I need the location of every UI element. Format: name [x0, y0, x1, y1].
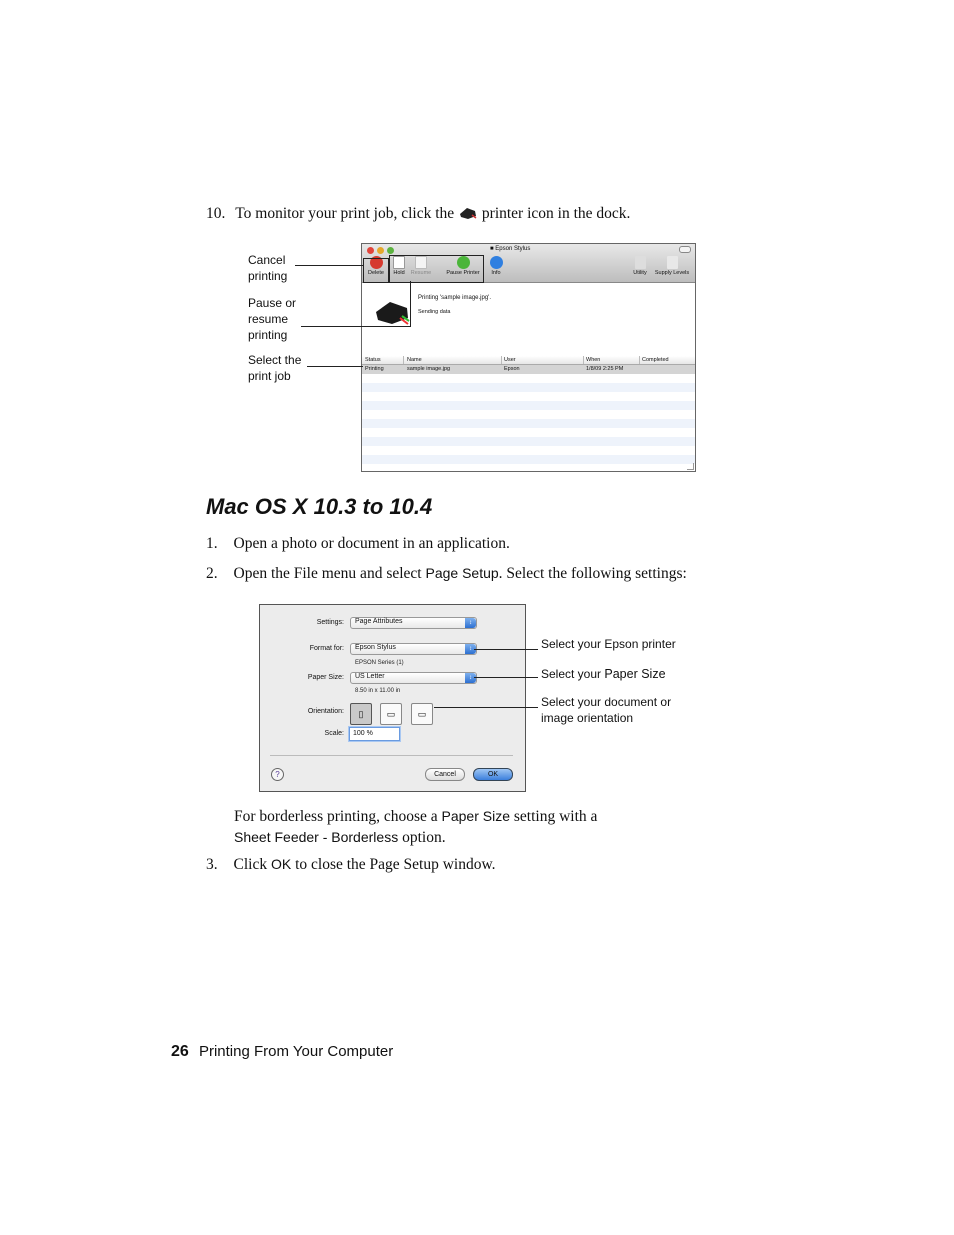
- orientation-reverse-landscape-button[interactable]: [411, 703, 433, 725]
- delete-label: Delete: [368, 270, 384, 276]
- callout-orientation-line2: image orientation: [541, 711, 634, 725]
- table-row[interactable]: [362, 365, 695, 374]
- reverse-landscape-icon: ▭: [417, 709, 427, 719]
- column-status[interactable]: Status: [365, 357, 381, 363]
- scale-label: Scale:: [324, 730, 344, 737]
- callout-pause-line2: resume: [248, 312, 289, 326]
- resume-label: Resume: [410, 270, 432, 276]
- pause-printer-label: Pause Printer: [446, 270, 480, 276]
- step-text: Click: [233, 856, 268, 873]
- utility-button[interactable]: [630, 256, 650, 280]
- row-status: Printing: [365, 366, 384, 372]
- column-completed[interactable]: Completed: [642, 357, 669, 363]
- step-text: Open the File menu and select: [233, 565, 422, 582]
- paper-size-keyword: Paper Size: [441, 808, 510, 824]
- section-heading: Mac OS X 10.3 to 10.4: [206, 494, 433, 519]
- step-text-end: to close the Page Setup window.: [295, 856, 496, 873]
- callout-line: [434, 707, 538, 708]
- table-row[interactable]: [362, 419, 695, 428]
- row-name: sample image.jpg: [407, 366, 451, 372]
- orientation-label: Orientation:: [307, 708, 344, 715]
- scale-input[interactable]: 100 %: [349, 727, 400, 741]
- paper-size-label: Paper Size:: [307, 674, 344, 681]
- paper-size-select[interactable]: [350, 672, 477, 684]
- utility-label: Utility: [633, 270, 647, 276]
- step-number: 1.: [206, 535, 218, 552]
- info-icon: [490, 256, 503, 269]
- step-1: [206, 535, 510, 553]
- supply-levels-label: Supply Levels: [654, 270, 690, 276]
- highlight-hold-pause: [389, 255, 484, 283]
- step-text: To monitor your print job, click the: [235, 205, 455, 222]
- callout-line: [474, 677, 538, 678]
- callout-line: [474, 649, 538, 650]
- minimize-window-button[interactable]: [377, 247, 384, 254]
- page-number: 26: [171, 1043, 189, 1060]
- step-text: Open a photo or document in an application.: [233, 535, 510, 552]
- callout-cancel-line1: Cancel: [248, 253, 286, 267]
- borderless-note: [234, 806, 597, 848]
- step-2: [206, 565, 687, 583]
- ok-keyword: OK: [270, 856, 292, 872]
- callout-line: [307, 366, 363, 367]
- printer-icon: [458, 206, 478, 225]
- callout-orientation: [541, 694, 671, 726]
- highlight-delete: [363, 258, 389, 283]
- step-number: 2.: [206, 565, 218, 582]
- hold-label: Hold: [393, 270, 405, 276]
- landscape-icon: ▭: [386, 709, 396, 719]
- table-row[interactable]: [362, 374, 695, 383]
- supply-levels-icon: [667, 256, 678, 269]
- callout-printer: Select your Epson printer: [541, 637, 676, 651]
- footer-title: Printing From Your Computer: [198, 1043, 394, 1060]
- window-title: [490, 246, 530, 252]
- table-row[interactable]: [362, 410, 695, 419]
- step-number: 10.: [206, 205, 226, 222]
- step-text-end: . Select the following settings:: [498, 565, 687, 582]
- callout-line: [295, 265, 363, 266]
- callout-cancel: [248, 252, 287, 284]
- format-for-label: Format for:: [309, 645, 344, 652]
- callout-paper-text: Select your: [541, 667, 602, 681]
- settings-value: Page Attributes: [355, 618, 403, 625]
- format-sub: EPSON Series (1): [355, 660, 404, 666]
- column-user[interactable]: User: [504, 357, 516, 363]
- table-row[interactable]: [362, 446, 695, 455]
- toolbar-toggle-button[interactable]: [679, 246, 691, 253]
- callout-select-line1: Select the: [248, 353, 302, 367]
- job-list-header: [362, 356, 695, 365]
- table-row[interactable]: [362, 401, 695, 410]
- settings-select[interactable]: [350, 617, 477, 629]
- close-window-button[interactable]: [367, 247, 374, 254]
- chevron-updown-icon: ↕: [465, 673, 476, 683]
- printer-small-icon: ■: [490, 246, 494, 252]
- step-number: 3.: [206, 856, 218, 873]
- print-queue-window: [361, 243, 696, 472]
- page-footer: [171, 1043, 393, 1061]
- borderless-line1: [234, 806, 597, 827]
- callout-select-job: [248, 352, 301, 384]
- borderless-text: setting with a: [513, 808, 598, 825]
- borderless-line2: [234, 827, 597, 848]
- table-row[interactable]: [362, 383, 695, 392]
- chevron-updown-icon: ↕: [465, 644, 476, 654]
- callout-line: [410, 281, 411, 327]
- settings-label: Settings:: [316, 619, 344, 626]
- borderless-text: option.: [402, 829, 446, 846]
- table-row[interactable]: [362, 428, 695, 437]
- callout-orientation-line1: Select your document or: [541, 695, 672, 709]
- column-name[interactable]: Name: [407, 357, 422, 363]
- info-button[interactable]: [488, 256, 504, 280]
- page-setup-dialog: [259, 604, 526, 792]
- cancel-button[interactable]: Cancel: [425, 768, 465, 781]
- status-line: Printing 'sample image.jpg'.: [418, 295, 491, 301]
- sheet-feeder-keyword: Sheet Feeder - Borderless: [234, 829, 399, 845]
- zoom-window-button[interactable]: [387, 247, 394, 254]
- orientation-portrait-button[interactable]: [350, 703, 372, 725]
- orientation-landscape-button[interactable]: [380, 703, 402, 725]
- row-user: Epson: [504, 366, 520, 372]
- callout-line: [301, 326, 411, 327]
- info-label: Info: [491, 270, 501, 276]
- callout-paper-keyword: Paper Size: [604, 667, 666, 681]
- callout-pause: [248, 295, 296, 343]
- chevron-updown-icon: ↕: [465, 618, 476, 628]
- paper-size-value: US Letter: [355, 673, 385, 680]
- resize-grip-icon[interactable]: [687, 463, 694, 470]
- ok-button[interactable]: OK: [473, 768, 513, 781]
- table-row[interactable]: [362, 392, 695, 401]
- table-row[interactable]: [362, 437, 695, 446]
- sub-status: Sending data: [418, 309, 451, 315]
- format-for-select[interactable]: [350, 643, 477, 655]
- column-when[interactable]: When: [586, 357, 601, 363]
- window-title-text: Epson Stylus: [495, 246, 531, 252]
- callout-select-line2: print job: [248, 369, 291, 383]
- format-for-value: Epson Stylus: [355, 644, 396, 651]
- row-when: 1/8/09 2:25 PM: [586, 366, 624, 372]
- callout-paper-size: [541, 666, 666, 682]
- utility-icon: [635, 256, 646, 269]
- callout-pause-line3: printing: [248, 328, 288, 342]
- paper-size-sub: 8.50 in x 11.00 in: [355, 688, 401, 694]
- step-3: [206, 856, 496, 874]
- step-text-end: printer icon in the dock.: [481, 205, 631, 222]
- callout-cancel-line2: printing: [248, 269, 288, 283]
- step-10: [206, 205, 630, 225]
- page-setup-keyword: Page Setup: [425, 565, 499, 581]
- portrait-icon: ▯: [358, 709, 364, 719]
- borderless-text: For borderless printing, choose a: [234, 808, 438, 825]
- supply-levels-button[interactable]: [652, 256, 692, 280]
- table-row[interactable]: [362, 455, 695, 464]
- callout-pause-line1: Pause or: [248, 296, 297, 310]
- help-button[interactable]: ?: [271, 768, 284, 781]
- divider: [270, 755, 513, 756]
